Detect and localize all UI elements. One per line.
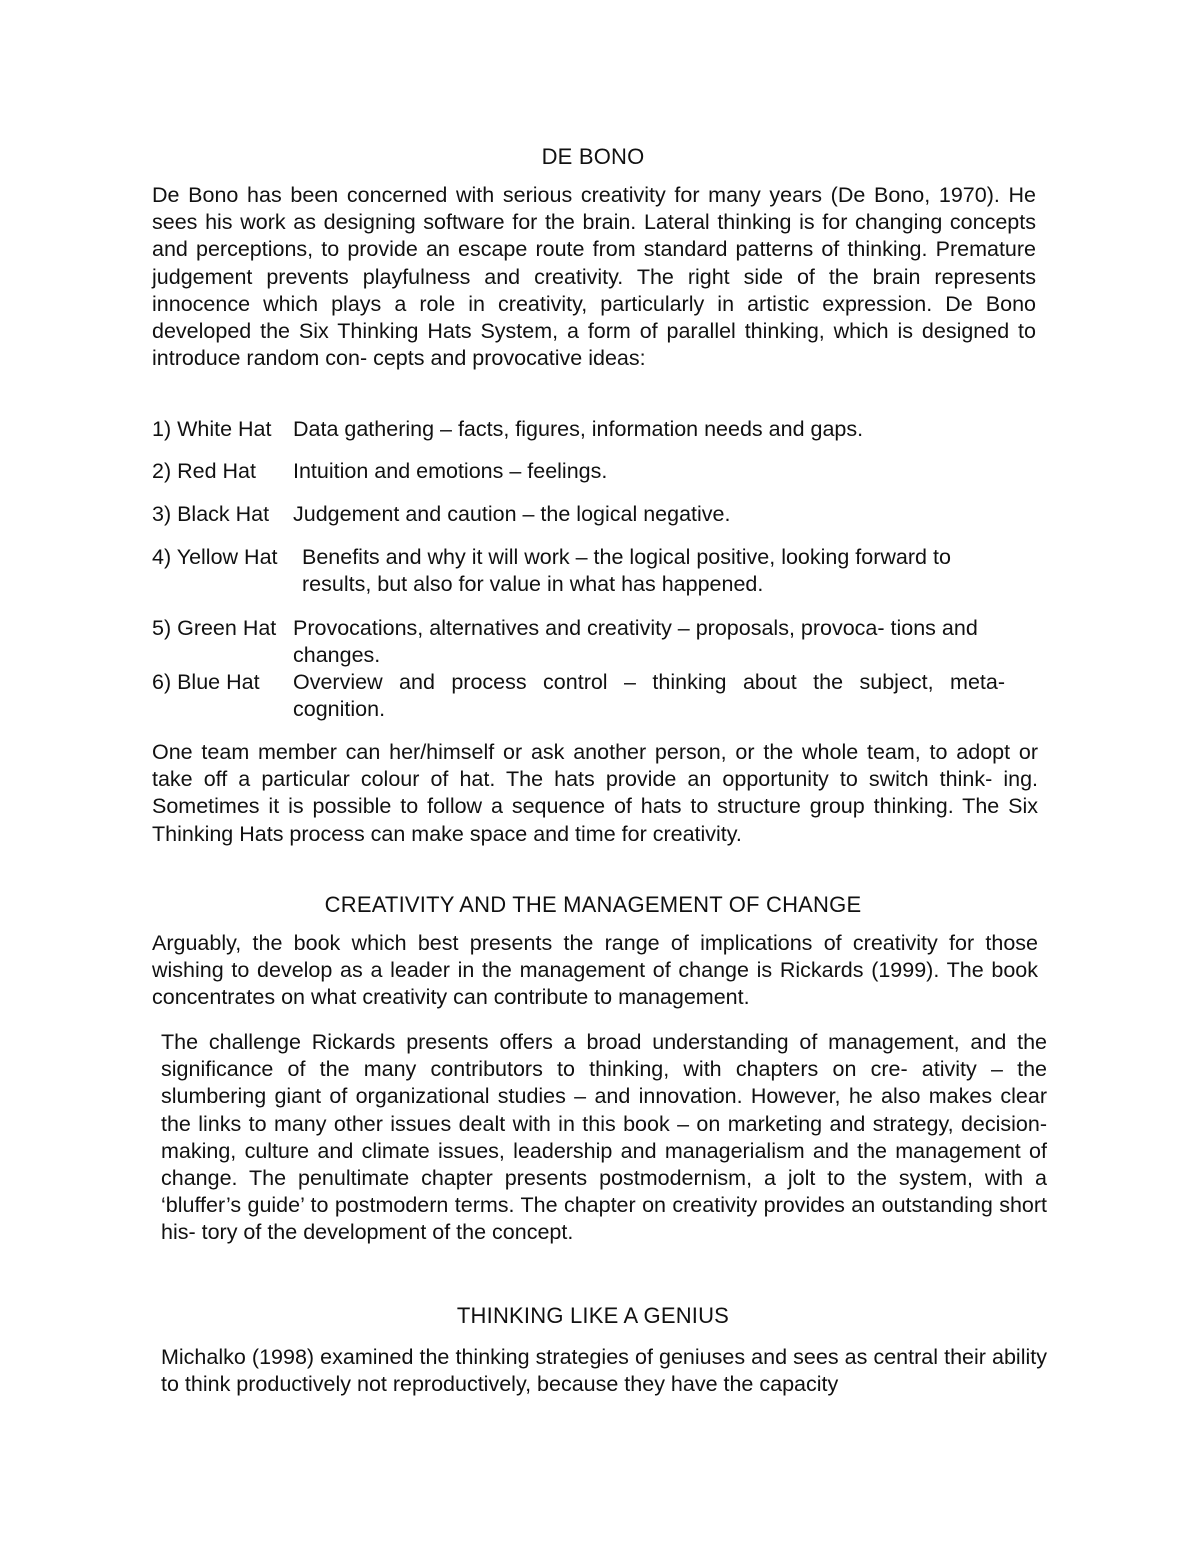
hat-description: Overview and process control – thinking about the subject, meta- cognition. [293,670,1005,722]
de-bono-closing-paragraph: One team member can her/himself or ask another person, or the whole team, to adopt or take off a particular colour of hat. The hats provide an opportunity to switch think- ing. Sometimes it is possible to follow a sequence of hats to structure group thinking. The Six Thinking Hats process can make space and time for creativity. [152,740,1038,846]
creativity-change-paragraph-2: The challenge Rickards presents offers a broad understanding of management, and the significance of the many contributors to thinking, with chapters on cre- ativity – the slumbering giant of organizational studies – and innovation. However, he also makes clear the links to many other issues dealt with in this book – on marketing and strategy, decision-making, culture and climate issues, leadership and managerialism and the management of change. The penultimate chapter presents postmodernism, a jolt to the system, with a ‘bluffer’s guide’ to postmodern terms. The chapter on creativity provides an outstanding short his- tory of the development of the concept. [161,1030,1047,1245]
section-heading-creativity-change: CREATIVITY AND THE MANAGEMENT OF CHANGE [324,892,862,917]
section-heading-genius: THINKING LIKE A GENIUS [456,1303,730,1328]
hat-label: 5) Green Hat [152,616,277,640]
genius-paragraph-1: Michalko (1998) examined the thinking strategies of geniuses and sees as central their ability to think productively not reproductively, because they have the capacity [161,1345,1047,1397]
hat-label: 3) Black Hat [152,502,270,526]
hat-label: 1) White Hat [152,417,272,441]
hat-label: 6) Blue Hat [152,670,260,694]
hat-description: Data gathering – facts, figures, information needs and gaps. [293,417,864,441]
hat-label: 2) Red Hat [152,459,256,483]
hat-label: 4) Yellow Hat [152,545,278,569]
section-heading-de-bono: DE BONO [541,144,645,169]
de-bono-intro-paragraph: De Bono has been concerned with serious creativity for many years (De Bono, 1970). He sees his work as designing software for the brain. Lateral thinking is for changing concepts and perceptions, to provide an escape route from standard patterns of thinking. Premature judgement prevents playfulness and creativity. The right side of the brain represents innocence which plays a role in creativity, particularly in artistic expression. De Bono developed the Six Thinking Hats System, a form of parallel thinking, which is designed to introduce random con- cepts and provocative ideas: [152,183,1036,371]
creativity-change-paragraph-1: Arguably, the book which best presents the range of implications of creativity for those wishing to develop as a leader in the management of change is Rickards (1999). The book concentrates on what creativity can contribute to management. [152,931,1038,1010]
hat-description: Benefits and why it will work – the logical positive, looking forward to results, but also for value in what has happened. [302,545,951,597]
hat-description: Provocations, alternatives and creativity – proposals, provoca- tions and changes. [293,616,978,668]
hat-description: Judgement and caution – the logical negative. [293,502,731,526]
hat-description: Intuition and emotions – feelings. [293,459,608,483]
